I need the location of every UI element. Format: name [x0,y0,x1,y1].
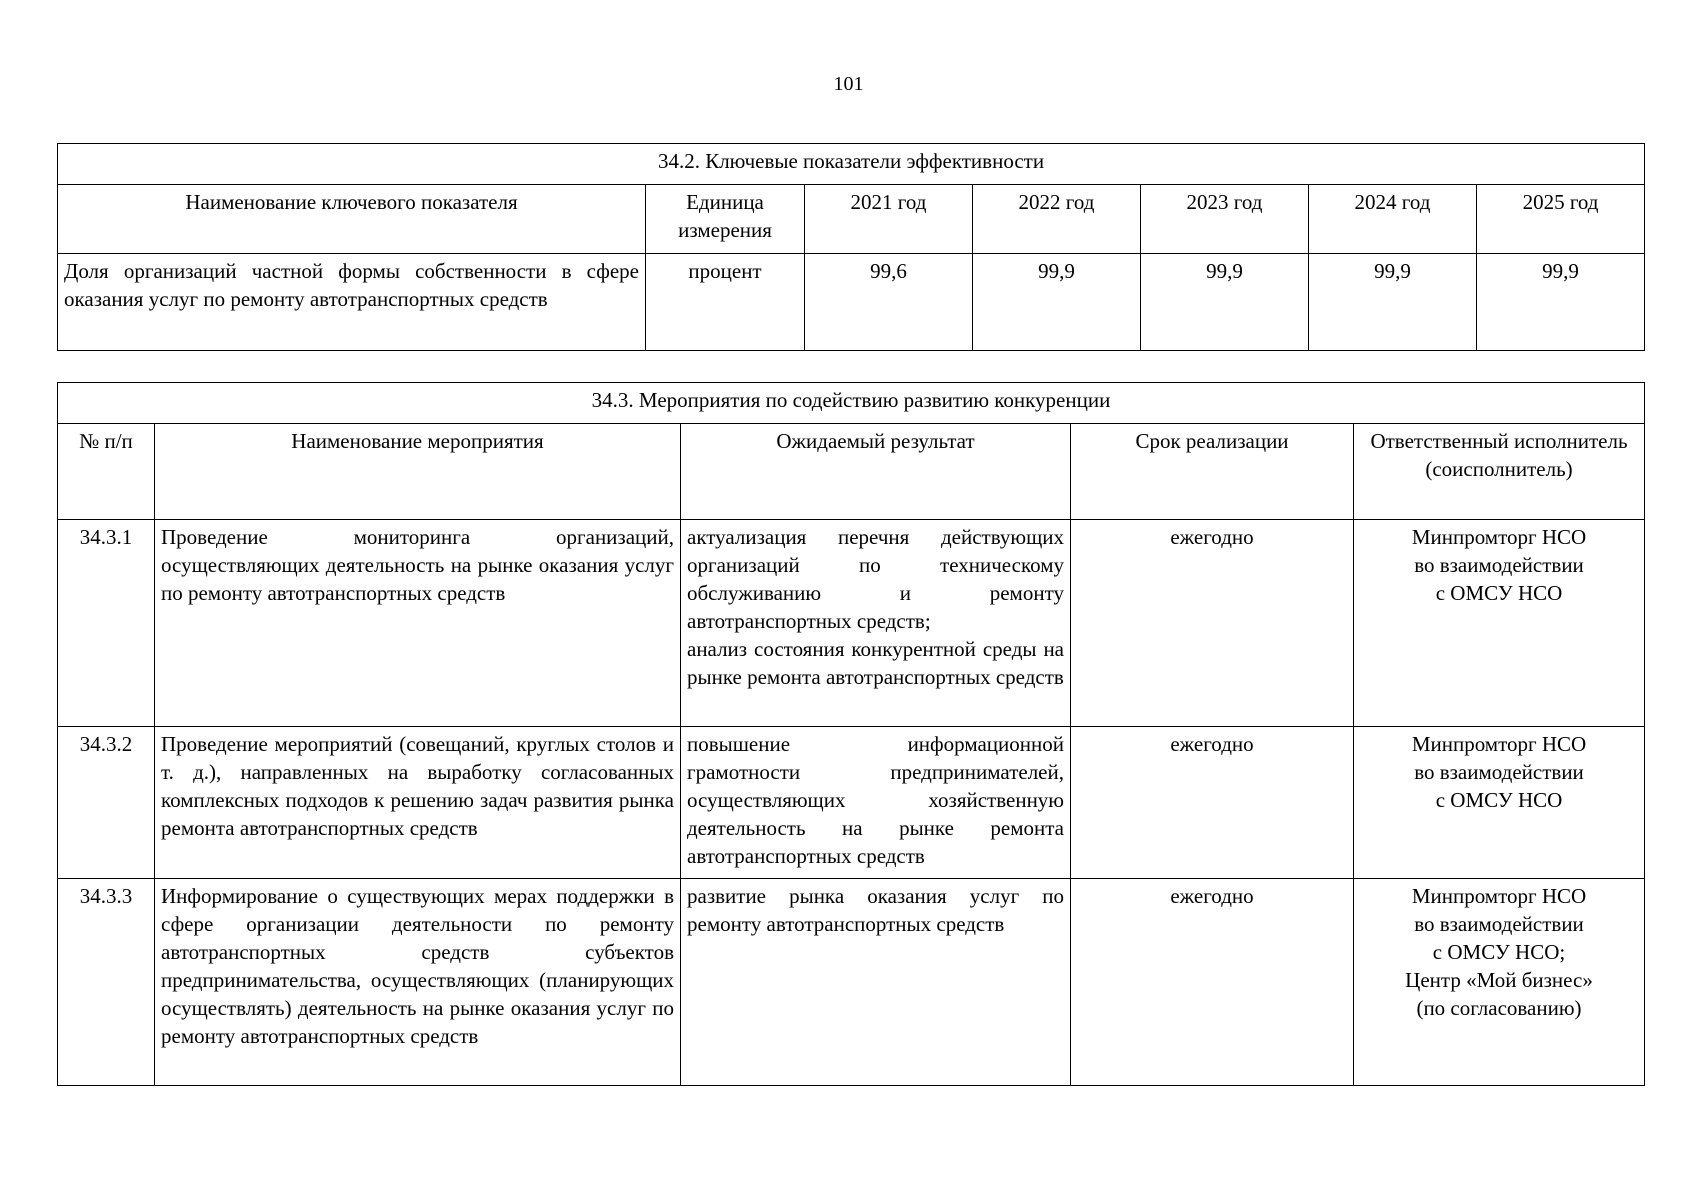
kpi-header-name: Наименование ключевого показателя [58,185,646,254]
kpi-table [57,143,1645,351]
kpi-header-year-2023: 2023 год [1141,185,1309,254]
kpi-value-2025: 99,9 [1477,254,1645,351]
events-table [57,382,1645,1086]
event-term: ежегодно [1071,520,1354,727]
kpi-indicator-name: Доля организаций частной формы собственности в сфере оказания услуг по ремонту автотранспортных средств [58,254,646,351]
kpi-value-2022: 99,9 [973,254,1141,351]
event-result: развитие рынка оказания услуг по ремонту автотранспортных средств [681,879,1071,1086]
event-name: Информирование о существующих мерах поддержки в сфере организации деятельности по ремонту автотранспортных средств субъектов предпринимательства, осуществляющих (планирующих осуществлять) деятельность на рынке оказания услуг по ремонту автотранспортных средств [155,879,681,1086]
events-header-responsible: Ответственный исполнитель (соисполнитель) [1354,424,1645,520]
event-term: ежегодно [1071,727,1354,879]
kpi-header-year-2025: 2025 год [1477,185,1645,254]
kpi-header-year-2022: 2022 год [973,185,1141,254]
event-num: 34.3.2 [58,727,155,879]
kpi-value-2024: 99,9 [1309,254,1477,351]
event-result: актуализация перечня действующих организаций по техническому обслуживанию и ремонту автотранспортных средств; анализ состояния конкурентной среды на рынке ремонта автотранспортных средств [681,520,1071,727]
table-row [58,727,1645,879]
event-responsible: Минпромторг НСО во взаимодействии с ОМСУ НСО [1354,520,1645,727]
kpi-table-title: 34.2. Ключевые показатели эффективности [58,144,1645,185]
events-header-result: Ожидаемый результат [681,424,1071,520]
event-num: 34.3.1 [58,520,155,727]
event-num: 34.3.3 [58,879,155,1086]
kpi-header-year-2021: 2021 год [805,185,973,254]
events-header-name: Наименование мероприятия [155,424,681,520]
event-name: Проведение мероприятий (совещаний, круглых столов и т. д.), направленных на выработку согласованных комплексных подходов к решению задач развития рынка ремонта автотранспортных средств [155,727,681,879]
events-header-term: Срок реализации [1071,424,1354,520]
kpi-indicator-unit: процент [646,254,805,351]
kpi-header-year-2024: 2024 год [1309,185,1477,254]
kpi-value-2021: 99,6 [805,254,973,351]
events-table-title: 34.3. Мероприятия по содействию развитию конкуренции [58,383,1645,424]
table-row [58,520,1645,727]
page-number: 101 [833,73,864,95]
kpi-header-unit: Единица измерения [646,185,805,254]
event-result: повышение информационной грамотности предпринимателей, осуществляющих хозяйственную деятельность на рынке ремонта автотранспортных средств [681,727,1071,879]
table-row [58,879,1645,1086]
kpi-value-2023: 99,9 [1141,254,1309,351]
event-term: ежегодно [1071,879,1354,1086]
event-name: Проведение мониторинга организаций, осуществляющих деятельность на рынке оказания услуг по ремонту автотранспортных средств [155,520,681,727]
events-header-num: № п/п [58,424,155,520]
event-responsible: Минпромторг НСО во взаимодействии с ОМСУ НСО [1354,727,1645,879]
event-responsible: Минпромторг НСО во взаимодействии с ОМСУ НСО; Центр «Мой бизнес» (по согласованию) [1354,879,1645,1086]
table-row [58,254,1645,351]
